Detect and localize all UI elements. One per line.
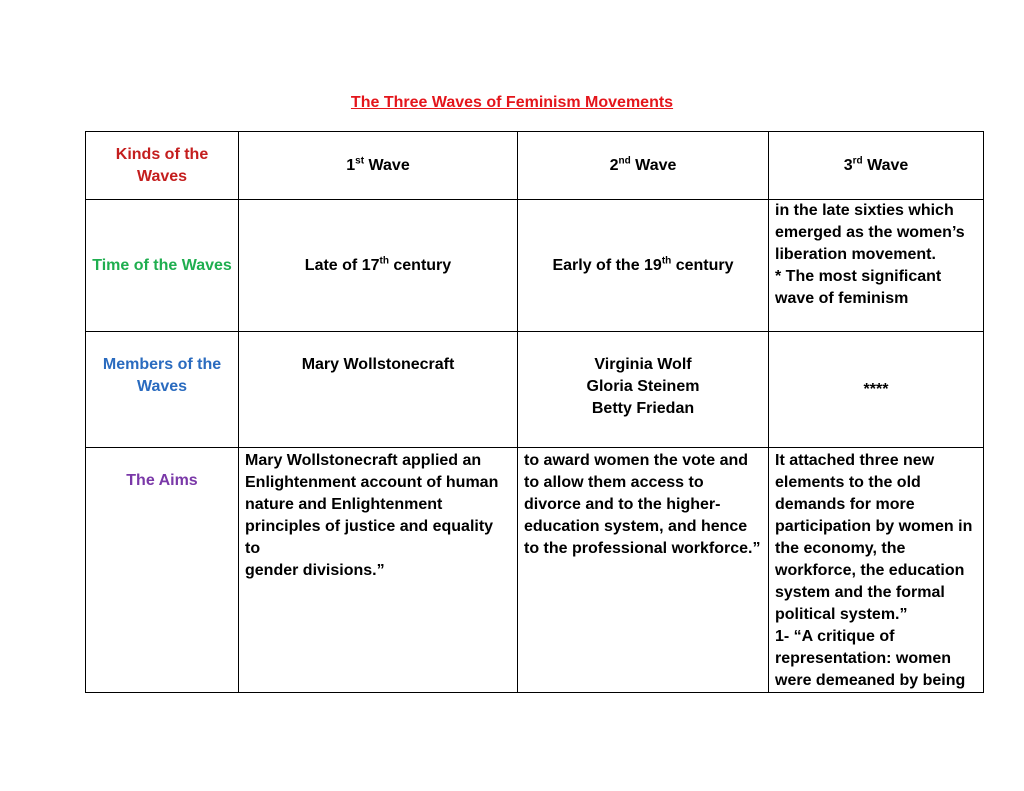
table-row-kinds — [86, 132, 984, 200]
first-wave-header: 1st Wave — [239, 132, 518, 200]
first-wave-members: Mary Wollstonecraft — [239, 332, 518, 448]
third-wave-aims: It attached three new elements to the old demands for more participation by women in the economy, the workforce, the education system and the formal political system.” 1- “A critique of representation: women were demeaned by being — [769, 448, 984, 693]
first-wave-time: Late of 17th century — [239, 200, 518, 332]
second-wave-members: Virginia Wolf Gloria Steinem Betty Friedan — [518, 332, 769, 448]
members-of-waves-label: Members of the Waves — [86, 332, 239, 448]
second-wave-header: 2nd Wave — [518, 132, 769, 200]
second-wave-time: Early of the 19th century — [518, 200, 769, 332]
third-wave-time: in the late sixties which emerged as the women’s liberation movement. * The most significant wave of feminism — [769, 200, 984, 332]
third-wave-header: 3rd Wave — [769, 132, 984, 200]
second-wave-aims: to award women the vote and to allow them access to divorce and to the higher- education system, and hence to the professional workforce.” — [518, 448, 769, 693]
table-row-time — [86, 200, 984, 332]
document-title: The Three Waves of Feminism Movements — [350, 94, 674, 111]
third-wave-members: **** — [769, 332, 984, 448]
table-row-aims — [86, 448, 984, 693]
first-wave-aims: Mary Wollstonecraft applied an Enlightenment account of human nature and Enlightenment principles of justice and equality to gender divisions.” — [239, 448, 518, 693]
time-of-waves-label: Time of the Waves — [86, 200, 239, 332]
table-row-members — [86, 332, 984, 448]
aims-label: The Aims — [86, 448, 239, 693]
kinds-of-waves-label: Kinds of the Waves — [86, 132, 239, 200]
waves-table — [85, 131, 984, 693]
